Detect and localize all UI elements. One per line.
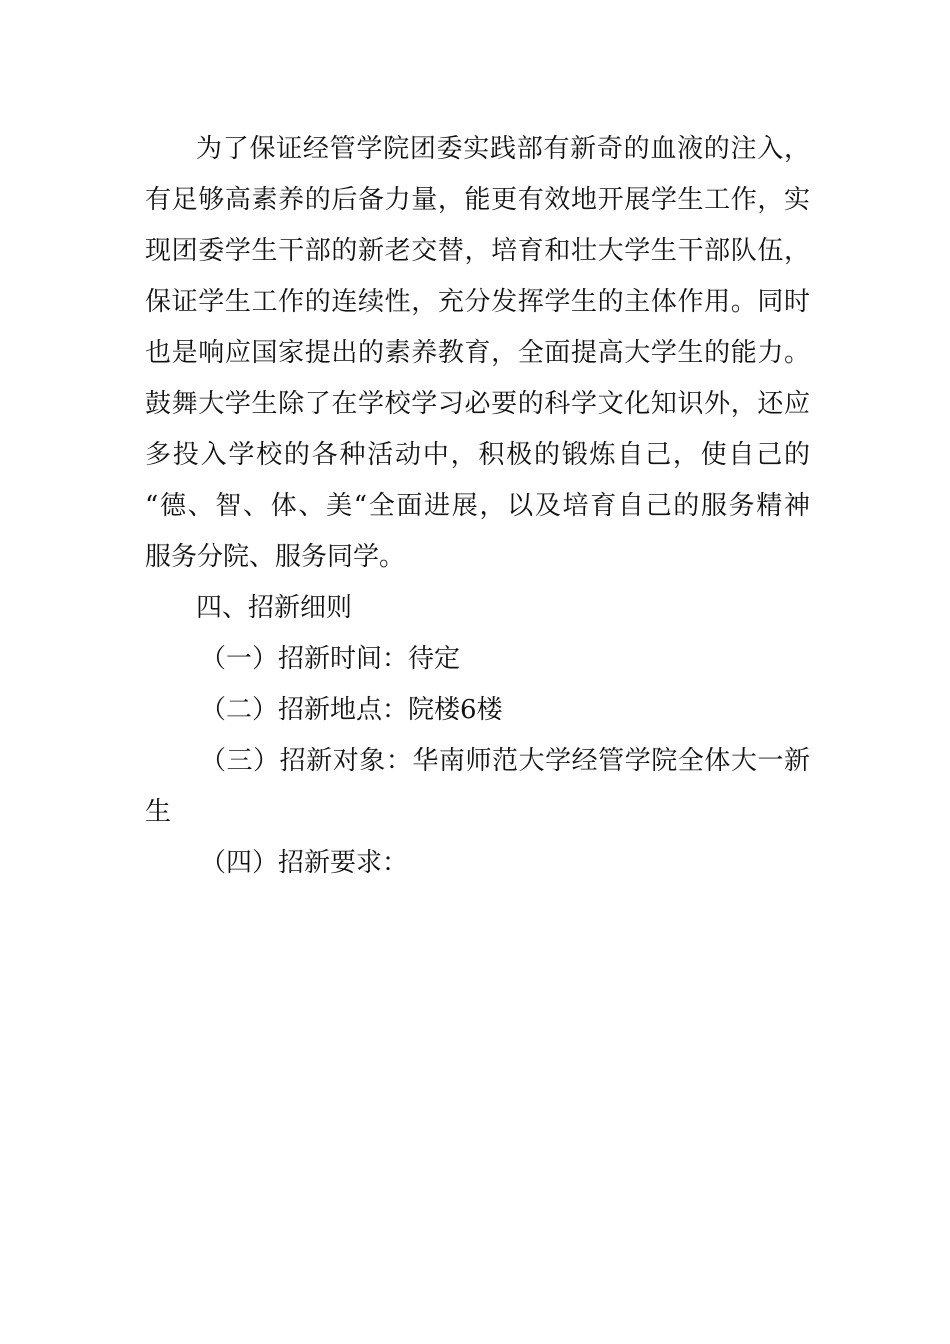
section-heading: 四、招新细则 [196,593,353,623]
paragraph-line-2: 有足够高素养的后备力量，能更有效地开展学生工作，实 [145,185,810,215]
paragraph-line-6: 鼓舞大学生除了在学校学习必要的科学文化知识外，还应 [145,389,810,419]
item-recruit-target-cont: 生 [145,797,172,827]
paragraph-line-7: 多投入学校的各种活动中，积极的锻炼自己，使自己的 [145,440,810,470]
paragraph-line-1: 为了保证经管学院团委实践部有新奇的血液的注入， [196,134,810,164]
item-recruit-target: （三）招新对象：华南师范大学经管学院全体大一新 [200,746,810,776]
item-recruit-requirements: （四）招新要求： [200,848,409,878]
item-recruit-place: （二）招新地点：院楼6楼 [200,695,503,725]
item-recruit-time: （一）招新时间：待定 [200,644,461,674]
paragraph-line-4: 保证学生工作的连续性，充分发挥学生的主体作用。同时 [145,287,810,317]
paragraph-line-8: “德、智、体、美“全面进展，以及培育自己的服务精神 [145,491,810,521]
paragraph-line-9: 服务分院、服务同学。 [145,542,406,572]
paragraph-line-3: 现团委学生干部的新老交替，培育和壮大学生干部队伍， [145,236,810,266]
paragraph-line-5: 也是响应国家提出的素养教育，全面提高大学生的能力。 [145,338,810,368]
